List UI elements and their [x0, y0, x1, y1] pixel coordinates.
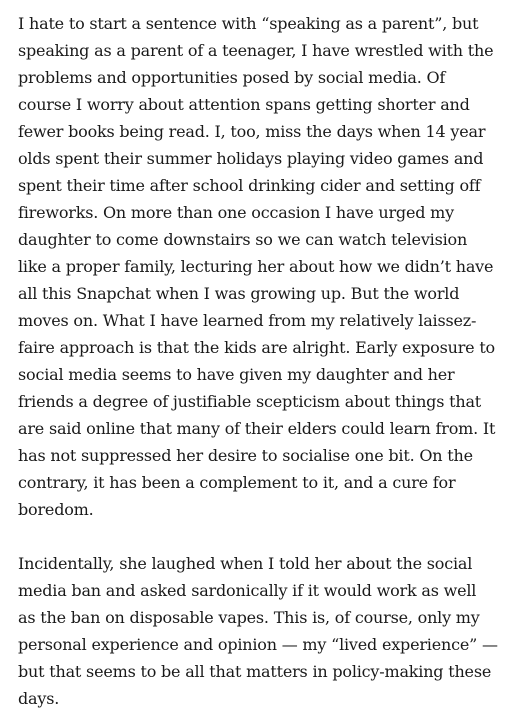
- article-paragraph-2: Incidentally, she laughed when I told her about the social media ban and asked sardonically if it would work as well as the ban on disposable vapes. This is, of course, only my personal experience and opinion — my “lived experience” — but that seems to be all that matters in policy-making these days.: [18, 554, 498, 708]
- article-paragraph-1: I hate to start a sentence with “speaking as a parent”, but speaking as a parent of a teenager, I have wrestled with the problems and opportunities posed by social media. Of course I worry about attention spans getting shorter and fewer books being read. I, too, miss the days when 14 year olds spent their summer holidays playing video games and spent their time after school drinking cider and setting off fireworks. On more than one occasion I have urged my daughter to come downstairs so we can watch television like a proper family, lecturing her about how we didn’t have all this Snapchat when I was growing up. But the world moves on. What I have learned from my relatively laissez-faire approach is that the kids are alright. Early exposure to social media seems to have given my daughter and her friends a degree of justifiable scepticism about things that are said online that many of their elders could learn from. It has not suppressed her desire to socialise one bit. On the contrary, it has been a complement to it, and a cure for boredom.: [18, 14, 496, 519]
